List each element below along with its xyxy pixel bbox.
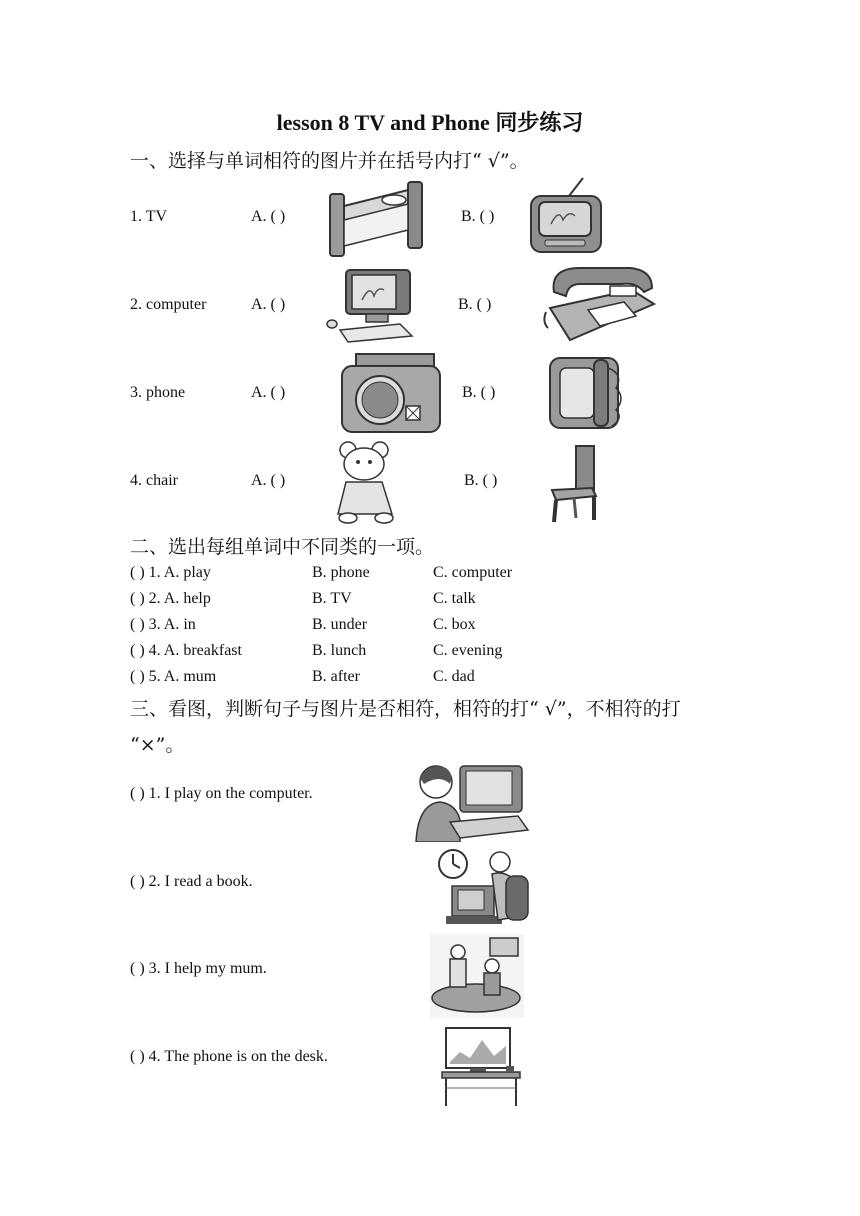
part3-heading-line2: “×”。 [130,734,185,756]
family-kitchen-icon [430,934,524,1018]
part2-heading: 二、选出每组单词中不同类的一项。 [130,536,435,558]
boy-tv-clock-icon [436,846,530,930]
part2-row-2-b: B. TV [312,590,352,607]
part3-item-2: ( ) 2. I read a book. [130,873,253,890]
part1-word-2: 2. computer [130,296,207,313]
part2-row-1-c: C. computer [433,564,513,581]
part1-option-a-2: A. ( ) [251,296,286,313]
part2-row-5-a: ( ) 5. A. mum [130,668,217,685]
boy-computer-icon [410,760,530,842]
wall-phone-icon [546,354,626,434]
part2-row-2-a: ( ) 2. A. help [130,590,211,607]
part1-option-b-2: B. ( ) [458,296,492,313]
part1-option-a-3: A. ( ) [251,384,286,401]
part2-row-1-a: ( ) 1. A. play [130,564,211,581]
part3-heading-line1: 三、看图，判断句子与图片是否相符，相符的打“ √”，不相符的打 [130,698,681,720]
part2-row-5-c: C. dad [433,668,475,685]
part2-row-4-c: C. evening [433,642,503,659]
part2-row-1-b: B. phone [312,564,370,581]
part2-row-3-a: ( ) 3. A. in [130,616,196,633]
part1-option-a-1: A. ( ) [251,208,286,225]
bed-icon [326,176,426,260]
part1-word-4: 4. chair [130,472,178,489]
part3-item-3: ( ) 3. I help my mum. [130,960,267,977]
part1-option-b-1: B. ( ) [461,208,495,225]
desk-phone-icon [540,262,658,348]
teddy-bear-icon [334,440,400,524]
tv-icon [527,176,605,258]
part1-word-3: 3. phone [130,384,186,401]
part1-heading: 一、选择与单词相符的图片并在括号内打“ √”。 [130,150,529,172]
part2-row-3-c: C. box [433,616,476,633]
part2-row-3-b: B. under [312,616,368,633]
part3-item-1: ( ) 1. I play on the computer. [130,785,313,802]
part2-row-5-b: B. after [312,668,360,685]
part1-word-1: 1. TV [130,208,168,225]
part2-row-4-b: B. lunch [312,642,367,659]
part2-row-4-a: ( ) 4. A. breakfast [130,642,242,659]
part2-row-2-c: C. talk [433,590,476,607]
part1-option-b-3: B. ( ) [462,384,496,401]
part1-option-a-4: A. ( ) [251,472,286,489]
part1-option-b-4: B. ( ) [464,472,498,489]
part3-item-4: ( ) 4. The phone is on the desk. [130,1048,328,1065]
chair-icon [548,444,600,524]
computer-icon [326,266,416,346]
page-title: lesson 8 TV and Phone 同步练习 [276,110,584,135]
radio-icon [338,352,444,436]
tv-on-desk-icon [440,1026,522,1106]
